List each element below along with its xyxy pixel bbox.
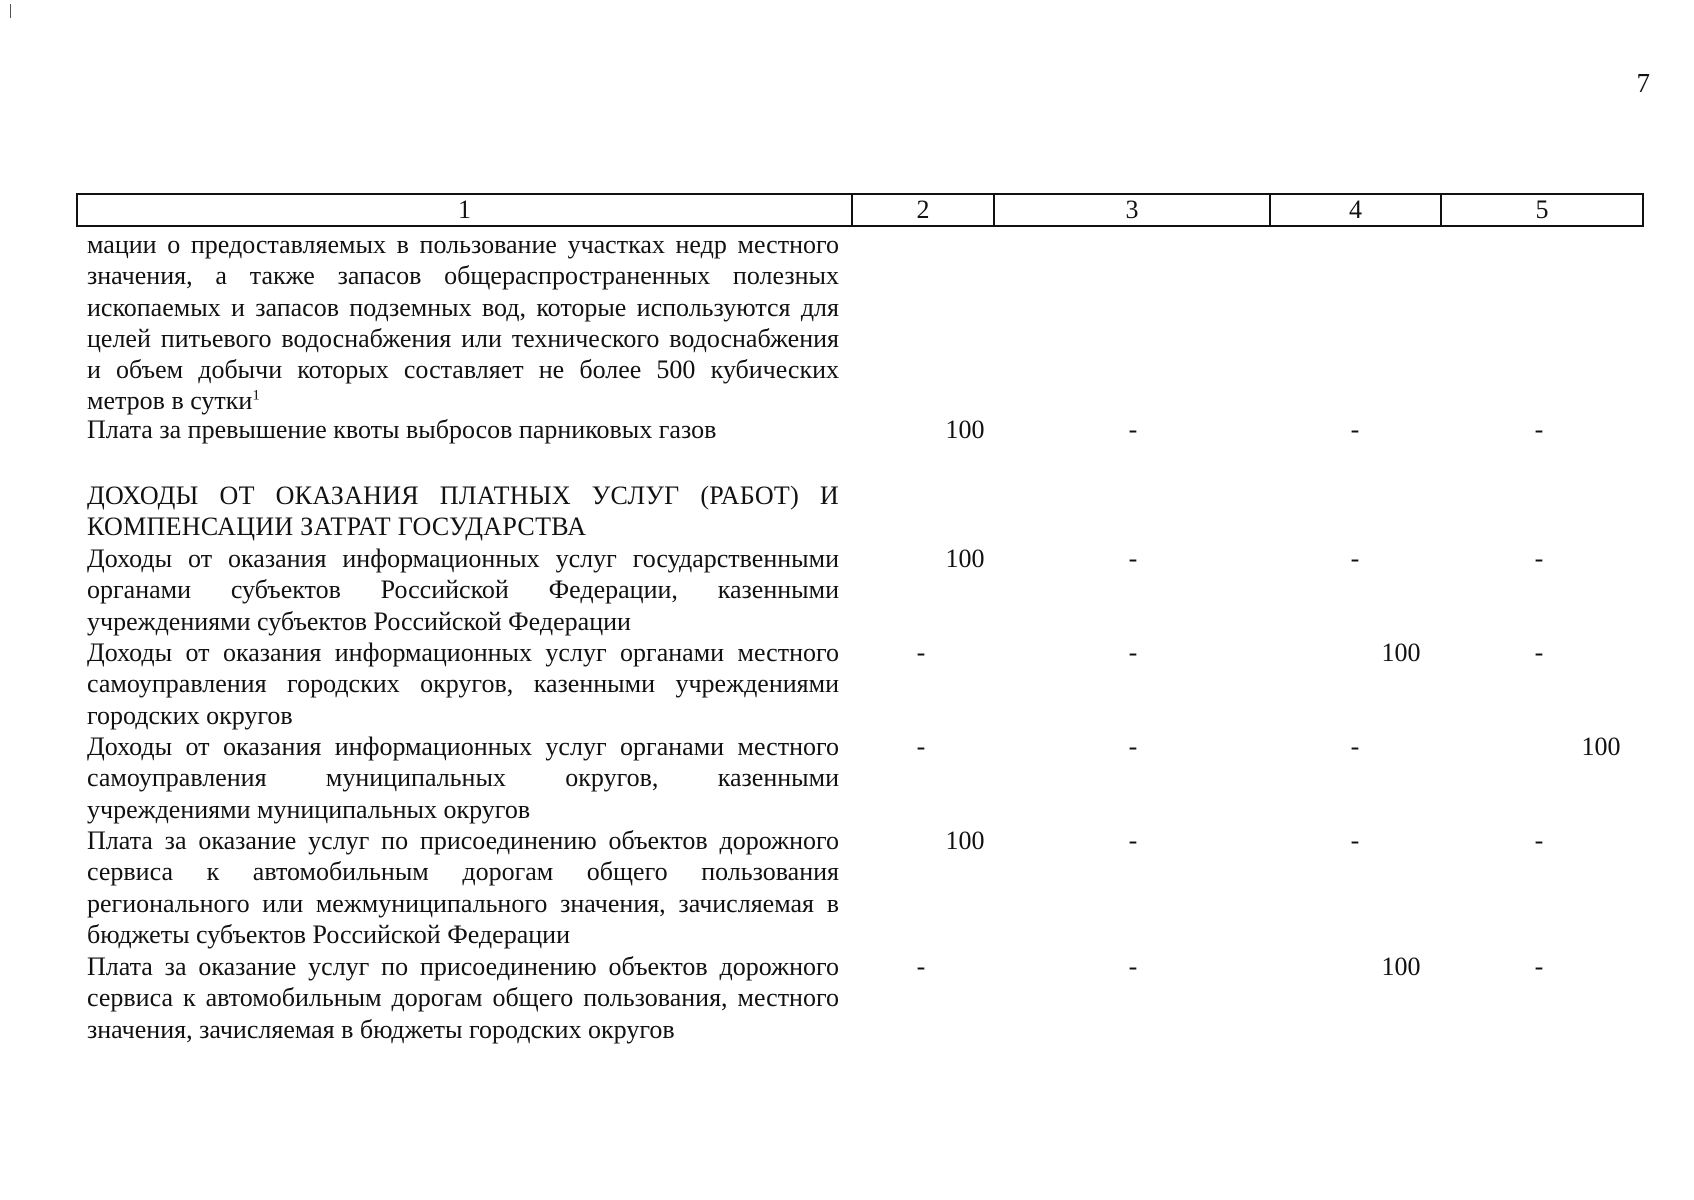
row-value-col2: - bbox=[916, 638, 926, 667]
row-value-col5: - bbox=[1534, 544, 1544, 573]
row-value-col4: - bbox=[1350, 544, 1360, 573]
row-value-col4: - bbox=[1350, 732, 1360, 761]
column-header-4: 4 bbox=[1270, 194, 1441, 226]
row-value-col2: 100 bbox=[945, 826, 985, 855]
row-value-col3: - bbox=[1128, 638, 1138, 667]
row-value-col5: 100 bbox=[1581, 732, 1621, 761]
row-description: Доходы от оказания информационных услуг государственными органами субъектов Российской Федерации, казенными учреждениями субъектов Российской Федерации bbox=[87, 544, 839, 636]
row-value-col3: - bbox=[1128, 544, 1138, 573]
row-value-col4: - bbox=[1350, 826, 1360, 855]
section-heading: ДОХОДЫ ОТ ОКАЗАНИЯ ПЛАТНЫХ УСЛУГ (РАБОТ) И КОМПЕНСАЦИИ ЗАТРАТ ГОСУДАРСТВА bbox=[87, 481, 839, 542]
column-header-3: 3 bbox=[994, 194, 1270, 226]
row-description: мации о предоставляемых в пользование участках недр местного значения, а также запасов общераспространенных полезных ископаемых и запасов подземных вод, которые используются для целей питьевого водоснабжения или технического водоснабжения и объем добычи которых составляет не более 500 кубических метров в сутки$^1$ bbox=[87, 230, 839, 416]
row-value-col4: 100 bbox=[1381, 952, 1421, 981]
row-value-col5: - bbox=[1534, 415, 1544, 444]
column-header-table bbox=[76, 193, 1644, 227]
row-value-col5: - bbox=[1534, 638, 1544, 667]
column-header-row bbox=[77, 194, 1643, 226]
row-value-col2: 100 bbox=[945, 415, 985, 444]
row-value-col5: - bbox=[1534, 952, 1544, 981]
row-value-col3: - bbox=[1128, 732, 1138, 761]
row-description: Доходы от оказания информационных услуг органами местного самоуправления муниципальных округов, казенными учреждениями муниципальных округов bbox=[87, 732, 839, 824]
scan-mark bbox=[10, 4, 11, 18]
row-value-col2: - bbox=[916, 732, 926, 761]
row-description: Плата за превышение квоты выбросов парниковых газов bbox=[87, 415, 717, 444]
row-value-col2: 100 bbox=[945, 544, 985, 573]
row-value-col3: - bbox=[1128, 826, 1138, 855]
row-value-col2: - bbox=[916, 952, 926, 981]
column-header-5: 5 bbox=[1441, 194, 1643, 226]
footnote-marker: 1 bbox=[252, 387, 260, 404]
row-value-col4: - bbox=[1350, 415, 1360, 444]
row-description: Плата за оказание услуг по присоединению объектов дорожного сервиса к автомобильным дорогам общего пользования, местного значения, зачисляемая в бюджеты городских округов bbox=[87, 952, 839, 1044]
row-value-col3: - bbox=[1128, 952, 1138, 981]
page-number: 7 bbox=[1636, 68, 1650, 98]
row-description: Плата за оказание услуг по присоединению объектов дорожного сервиса к автомобильным дорогам общего пользования регионального или межмуниципального значения, зачисляемая в бюджеты субъектов Российской Федерации bbox=[87, 826, 839, 949]
row-description: Доходы от оказания информационных услуг органами местного самоуправления городских округов, казенными учреждениями городских округов bbox=[87, 638, 839, 730]
row-value-col3: - bbox=[1128, 415, 1138, 444]
column-header-2: 2 bbox=[852, 194, 994, 226]
column-header-1: 1 bbox=[77, 194, 852, 226]
row-value-col5: - bbox=[1534, 826, 1544, 855]
row-value-col4: 100 bbox=[1381, 638, 1421, 667]
